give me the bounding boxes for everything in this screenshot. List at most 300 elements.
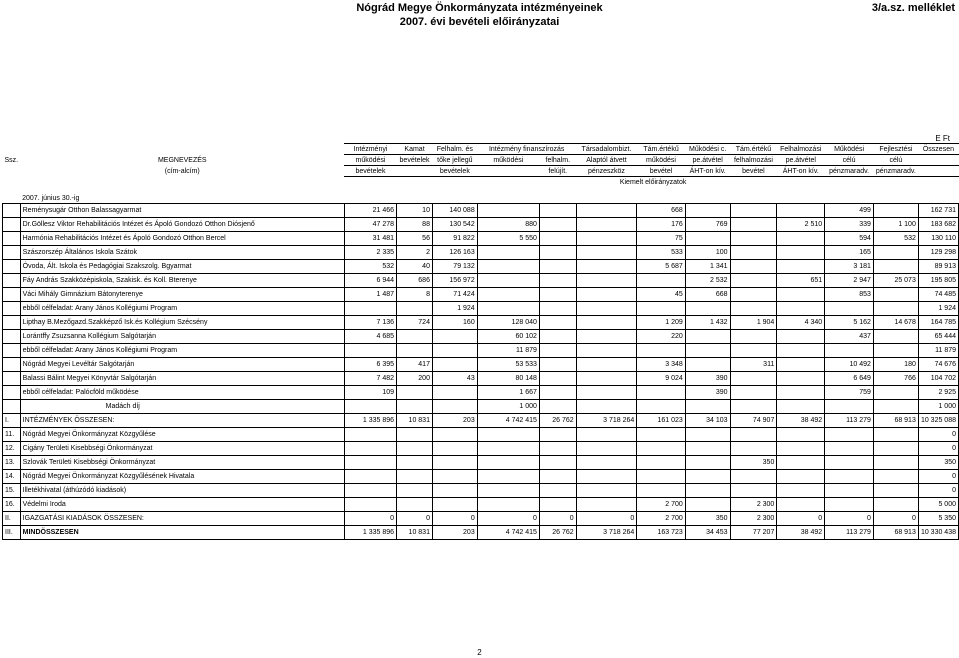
cell-value (685, 428, 730, 442)
cell-value: 0 (918, 470, 958, 484)
cell-value: 724 (397, 316, 433, 330)
cell-value: 14 678 (873, 316, 918, 330)
cell-value: 4 742 415 (477, 414, 539, 428)
cell-value (685, 442, 730, 456)
cell-value: 130 542 (432, 218, 477, 232)
cell-value (576, 484, 637, 498)
cell-value (777, 260, 825, 274)
cell-value: 75 (637, 232, 686, 246)
row-name: Dr.Göllesz Viktor Rehabilitációs Intézet és Ápoló Gondozó Otthon Diósjenő (20, 218, 344, 232)
cell-value: 417 (397, 358, 433, 372)
cell-value (637, 428, 686, 442)
row-number (3, 330, 21, 344)
row-name: Nógrád Megyei Önkormányzat Közgyűlése (20, 428, 344, 442)
table-row (3, 204, 959, 218)
cell-value (825, 428, 874, 442)
cell-value: 532 (873, 232, 918, 246)
row-number (3, 232, 21, 246)
cell-value: 853 (825, 288, 874, 302)
row-name: Lipthay B.Mezőgazd.Szakképző Isk.és Kollégium Szécsény (20, 316, 344, 330)
cell-value: 0 (918, 442, 958, 456)
cell-value (477, 204, 539, 218)
cell-value: 11 879 (918, 344, 958, 358)
cell-value: 60 102 (477, 330, 539, 344)
cell-value: 195 805 (918, 274, 958, 288)
row-number (3, 288, 21, 302)
cell-value (539, 498, 576, 512)
cell-value (873, 288, 918, 302)
table-row (3, 428, 959, 442)
cell-value (539, 316, 576, 330)
cell-value (825, 344, 874, 358)
cell-value: 183 682 (918, 218, 958, 232)
row-name: MINDÖSSZESEN (20, 526, 344, 540)
cell-value (432, 470, 477, 484)
cell-value: 3 718 264 (576, 414, 637, 428)
cell-value: 79 132 (432, 260, 477, 274)
cell-value: 203 (432, 414, 477, 428)
cell-value (397, 400, 433, 414)
row-name: Reménysugár Otthon Balassagyarmat (20, 204, 344, 218)
cell-value (576, 372, 637, 386)
cell-value: 2 700 (637, 498, 686, 512)
cell-value (730, 274, 777, 288)
cell-value (685, 456, 730, 470)
cell-value (576, 456, 637, 470)
cell-value: 1 335 896 (344, 526, 396, 540)
cell-value: 1 667 (477, 386, 539, 400)
cell-value (477, 288, 539, 302)
table-row (3, 512, 959, 526)
cell-value (344, 498, 396, 512)
row-name: ebből célfeladat: Arany János Kollégiumi Program (20, 344, 344, 358)
cell-value (685, 400, 730, 414)
cell-value (576, 498, 637, 512)
cell-value (730, 330, 777, 344)
cell-value: 38 492 (777, 414, 825, 428)
row-number: 11. (3, 428, 21, 442)
cell-value: 880 (477, 218, 539, 232)
cell-value (825, 442, 874, 456)
row-number (3, 274, 21, 288)
cell-value: 160 (432, 316, 477, 330)
cell-value (477, 442, 539, 456)
cell-value (576, 358, 637, 372)
cell-value: 5 550 (477, 232, 539, 246)
cell-value: 74 485 (918, 288, 958, 302)
cell-value: 10 325 088 (918, 414, 958, 428)
cell-value (873, 330, 918, 344)
cell-value (730, 260, 777, 274)
table-row (3, 246, 959, 260)
cell-value: 7 136 (344, 316, 396, 330)
row-number: 15. (3, 484, 21, 498)
row-number: 12. (3, 442, 21, 456)
cell-value (477, 456, 539, 470)
cell-value (344, 442, 396, 456)
cell-value (432, 400, 477, 414)
cell-value (730, 386, 777, 400)
cell-value (873, 400, 918, 414)
cell-value: 2 700 (637, 512, 686, 526)
cell-value (685, 302, 730, 316)
row-number: II. (3, 512, 21, 526)
cell-value: 1 904 (730, 316, 777, 330)
cell-value: 1 335 896 (344, 414, 396, 428)
cell-value (576, 204, 637, 218)
table-row (3, 372, 959, 386)
cell-value (344, 484, 396, 498)
row-name: Balassi Bálint Megyei Könyvtár Salgótarján (20, 372, 344, 386)
cell-value: 74 907 (730, 414, 777, 428)
cell-value: 65 444 (918, 330, 958, 344)
cell-value (576, 442, 637, 456)
row-name: Fáy András Szakközépiskola, Szakisk. és Koll. Bterenye (20, 274, 344, 288)
cell-value: 34 453 (685, 526, 730, 540)
cell-value (637, 386, 686, 400)
cell-value: 390 (685, 372, 730, 386)
cell-value (432, 358, 477, 372)
cell-value: 3 181 (825, 260, 874, 274)
cell-value (539, 274, 576, 288)
cell-value (344, 344, 396, 358)
cell-value: 2 300 (730, 498, 777, 512)
cell-value (730, 204, 777, 218)
cell-value (777, 498, 825, 512)
cell-value (637, 456, 686, 470)
cell-value: 21 466 (344, 204, 396, 218)
cell-value: 686 (397, 274, 433, 288)
cell-value (477, 260, 539, 274)
cell-value: 10 492 (825, 358, 874, 372)
cell-value (344, 302, 396, 316)
cell-value (576, 218, 637, 232)
cell-value: 2 510 (777, 218, 825, 232)
cell-value: 10 831 (397, 526, 433, 540)
cell-value: 0 (397, 512, 433, 526)
cell-value (825, 302, 874, 316)
cell-value: 164 785 (918, 316, 958, 330)
row-name: Óvoda, Ált. Iskola és Pedagógiai Szakszolg. Bgyarmat (20, 260, 344, 274)
cell-value: 6 944 (344, 274, 396, 288)
row-name: ebből célfeladat: Arany János Kollégiumi Program (20, 302, 344, 316)
cell-value: 0 (918, 428, 958, 442)
cell-value: 11 879 (477, 344, 539, 358)
cell-value (539, 372, 576, 386)
cell-value (576, 400, 637, 414)
table-row (3, 414, 959, 428)
cell-value: 40 (397, 260, 433, 274)
cell-value (873, 442, 918, 456)
cell-value (777, 204, 825, 218)
table-row (3, 498, 959, 512)
cell-value (637, 484, 686, 498)
cell-value (539, 232, 576, 246)
row-number (3, 372, 21, 386)
cell-value (576, 246, 637, 260)
table-row (3, 288, 959, 302)
cell-value (637, 470, 686, 484)
cell-value (777, 456, 825, 470)
cell-value (397, 470, 433, 484)
cell-value (432, 442, 477, 456)
row-number: I. (3, 414, 21, 428)
cell-value: 130 110 (918, 232, 958, 246)
cell-value: 2 (397, 246, 433, 260)
cell-value: 1 209 (637, 316, 686, 330)
cell-value: 129 298 (918, 246, 958, 260)
cell-value (730, 442, 777, 456)
table-row (3, 386, 959, 400)
cell-value (539, 386, 576, 400)
cell-value (576, 330, 637, 344)
cell-value (730, 246, 777, 260)
row-number (3, 386, 21, 400)
cell-value: 80 148 (477, 372, 539, 386)
cell-value (539, 484, 576, 498)
row-number: 16. (3, 498, 21, 512)
cell-value (873, 428, 918, 442)
cell-value (576, 386, 637, 400)
cell-value: 68 913 (873, 526, 918, 540)
cell-value: 1 341 (685, 260, 730, 274)
cell-value: 163 723 (637, 526, 686, 540)
row-name: Nógrád Megyei Önkormányzat Közgyűlésének Hivatala (20, 470, 344, 484)
cell-value: 47 278 (344, 218, 396, 232)
cell-value (685, 498, 730, 512)
cell-value (397, 330, 433, 344)
cell-value: 180 (873, 358, 918, 372)
cell-value: 176 (637, 218, 686, 232)
cell-value (539, 246, 576, 260)
cell-value: 104 702 (918, 372, 958, 386)
cell-value: 162 731 (918, 204, 958, 218)
cell-value: 5 350 (918, 512, 958, 526)
row-name: Váci Mihály Gimnázium Bátonyterenye (20, 288, 344, 302)
cell-value: 45 (637, 288, 686, 302)
cell-value (637, 400, 686, 414)
kiemelt-label: Kiemelt előirányzatok (619, 178, 687, 186)
cell-value (825, 470, 874, 484)
row-name: IGAZGATÁSI KIADÁSOK ÖSSZESEN: (20, 512, 344, 526)
cell-value: 2 947 (825, 274, 874, 288)
cell-value: 1 924 (918, 302, 958, 316)
cell-value (730, 218, 777, 232)
cell-value: 0 (477, 512, 539, 526)
table-row (3, 274, 959, 288)
cell-value: 350 (730, 456, 777, 470)
cell-value (730, 484, 777, 498)
cell-value (477, 302, 539, 316)
header-row-1: Intézményi Kamat Felhalm. és Intézmény finanszírozás Társadalombizt. Tám.értékű Működési c. Tám.értékű Felhalmozási Működési Fejlesztési Összesen (3, 144, 959, 155)
cell-value (477, 484, 539, 498)
cell-value (873, 484, 918, 498)
cell-value: 3 348 (637, 358, 686, 372)
header-row-4 (3, 177, 959, 188)
cell-value (873, 470, 918, 484)
cell-value (397, 302, 433, 316)
cell-value: 4 340 (777, 316, 825, 330)
cell-value: 0 (777, 512, 825, 526)
cell-value: 759 (825, 386, 874, 400)
cell-value: 128 040 (477, 316, 539, 330)
cell-value: 390 (685, 386, 730, 400)
row-number: 14. (3, 470, 21, 484)
cell-value: 1 487 (344, 288, 396, 302)
unit-label: E Ft (935, 134, 950, 143)
cell-value (730, 232, 777, 246)
cell-value: 1 100 (873, 218, 918, 232)
row-name: Illetékhivatal (áthúzódó kiadások) (20, 484, 344, 498)
cell-value: 77 207 (730, 526, 777, 540)
cell-value (539, 344, 576, 358)
cell-value (730, 344, 777, 358)
cell-value (730, 302, 777, 316)
cell-value (777, 442, 825, 456)
cell-value (432, 456, 477, 470)
cell-value: 2 925 (918, 386, 958, 400)
cell-value: 533 (637, 246, 686, 260)
cell-value (777, 232, 825, 246)
cell-value (730, 288, 777, 302)
table-row (3, 260, 959, 274)
cell-value: 532 (344, 260, 396, 274)
cell-value: 5 687 (637, 260, 686, 274)
cell-value (539, 456, 576, 470)
cell-value (539, 330, 576, 344)
table-row (3, 302, 959, 316)
cell-value (777, 302, 825, 316)
cell-value (432, 428, 477, 442)
cell-value: 165 (825, 246, 874, 260)
cell-value: 6 395 (344, 358, 396, 372)
cell-value (873, 260, 918, 274)
attachment-label: 3/a.sz. melléklet (871, 2, 955, 14)
cell-value (432, 498, 477, 512)
cell-value (777, 246, 825, 260)
cell-value (477, 428, 539, 442)
cell-value (825, 400, 874, 414)
cell-value (825, 456, 874, 470)
cell-value: 56 (397, 232, 433, 246)
cell-value: 140 088 (432, 204, 477, 218)
cell-value (397, 442, 433, 456)
cell-value (637, 344, 686, 358)
cell-value (873, 302, 918, 316)
cell-value: 91 822 (432, 232, 477, 246)
cell-value (344, 456, 396, 470)
cell-value (397, 386, 433, 400)
cell-value (576, 232, 637, 246)
cell-value (344, 470, 396, 484)
table-row (3, 526, 959, 540)
row-number (3, 246, 21, 260)
cell-value (873, 498, 918, 512)
cell-value (477, 274, 539, 288)
cell-value (397, 456, 433, 470)
row-number (3, 400, 21, 414)
cell-value (539, 470, 576, 484)
table-row (3, 330, 959, 344)
cell-value (777, 386, 825, 400)
cell-value (477, 246, 539, 260)
cell-value (539, 260, 576, 274)
cell-value: 0 (825, 512, 874, 526)
cell-value: 0 (576, 512, 637, 526)
cell-value: 3 718 264 (576, 526, 637, 540)
cell-value (576, 288, 637, 302)
cell-value: 89 913 (918, 260, 958, 274)
cell-value (637, 442, 686, 456)
page-number: 2 (477, 648, 482, 657)
row-name: Madách díj (20, 400, 344, 414)
cell-value: 499 (825, 204, 874, 218)
row-name: Védelmi Iroda (20, 498, 344, 512)
cell-value: 0 (344, 512, 396, 526)
cell-value: 1 000 (918, 400, 958, 414)
cell-value (685, 330, 730, 344)
cell-value: 71 424 (432, 288, 477, 302)
row-number (3, 302, 21, 316)
cell-value (539, 288, 576, 302)
row-number: III. (3, 526, 21, 540)
row-name: Cigány Területi Kisebbségi Önkormányzat (20, 442, 344, 456)
cell-value (539, 204, 576, 218)
row-name: Nógrád Megyei Levéltár Salgótarján (20, 358, 344, 372)
cell-value: 9 024 (637, 372, 686, 386)
cell-value (432, 386, 477, 400)
table-row (3, 316, 959, 330)
cell-value: 113 279 (825, 526, 874, 540)
row-name: Szlovák Területi Kisebbségi Önkormányzat (20, 456, 344, 470)
header-row-2: Ssz. MEGNEVEZÉS működési bevételek tőke jellegű működési felhalm. Alaptól átvett működési pe.átvétel felhalmozási pe.átvétel célú célú (3, 155, 959, 166)
cell-value: 161 023 (637, 414, 686, 428)
cell-value: 0 (873, 512, 918, 526)
cell-value: 8 (397, 288, 433, 302)
cell-value (432, 344, 477, 358)
cell-value: 594 (825, 232, 874, 246)
cell-value (777, 288, 825, 302)
table-row (3, 218, 959, 232)
cell-value: 26 762 (539, 414, 576, 428)
cell-value (777, 400, 825, 414)
table-row (3, 470, 959, 484)
cell-value (777, 330, 825, 344)
report-subtitle: 2007. évi bevételi előirányzatai (399, 16, 560, 28)
cell-value: 2 335 (344, 246, 396, 260)
cell-value (539, 442, 576, 456)
cell-value: 100 (685, 246, 730, 260)
cell-value: 74 676 (918, 358, 958, 372)
cell-value: 26 762 (539, 526, 576, 540)
cell-value: 1 432 (685, 316, 730, 330)
row-number (3, 358, 21, 372)
cell-value (873, 386, 918, 400)
cell-value: 200 (397, 372, 433, 386)
row-number (3, 260, 21, 274)
row-number (3, 316, 21, 330)
cell-value: 2 300 (730, 512, 777, 526)
cell-value: 437 (825, 330, 874, 344)
cell-value: 25 073 (873, 274, 918, 288)
cell-value (576, 344, 637, 358)
cell-value: 156 972 (432, 274, 477, 288)
cell-value (873, 246, 918, 260)
cell-value: 0 (432, 512, 477, 526)
cell-value: 0 (918, 484, 958, 498)
cell-value (477, 470, 539, 484)
cell-value (477, 498, 539, 512)
